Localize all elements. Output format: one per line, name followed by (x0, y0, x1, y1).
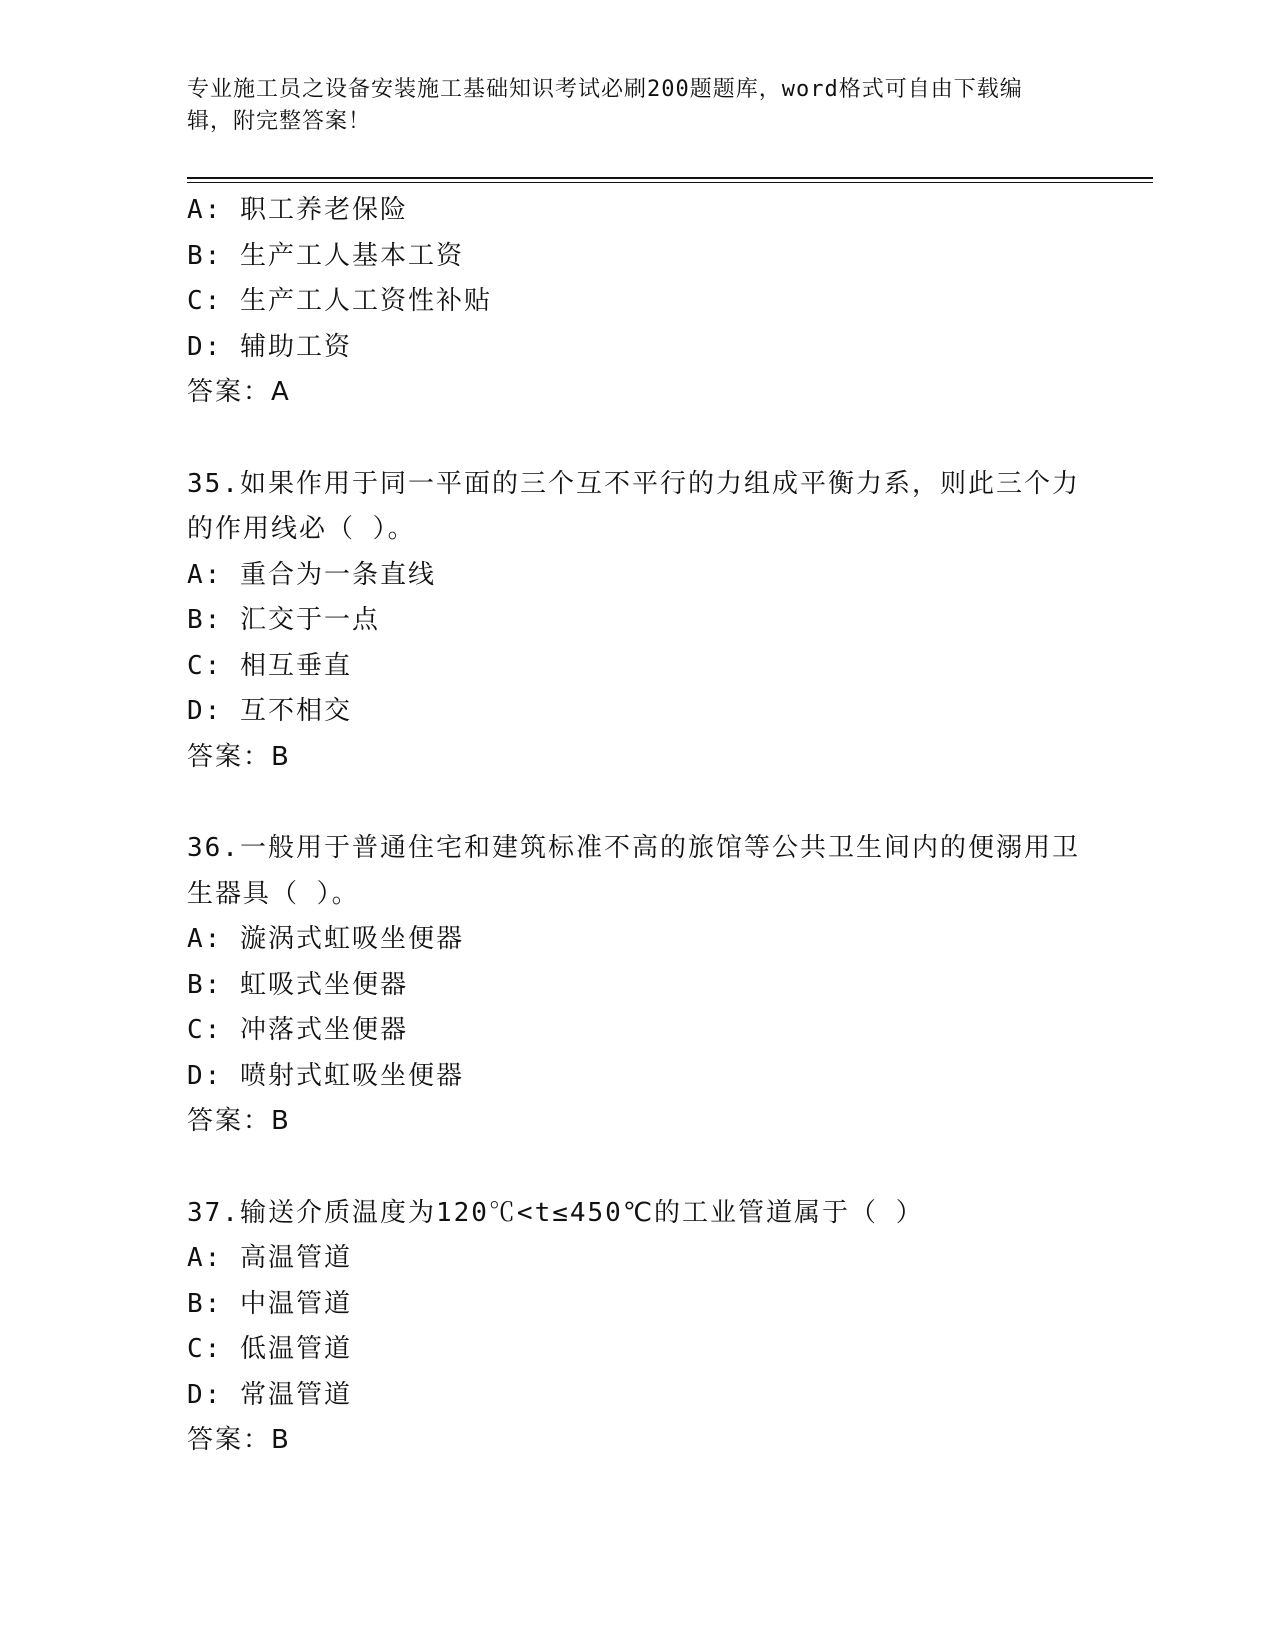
option-b: B: 虹吸式坐便器 (187, 969, 408, 1000)
option-b: B: 中温管道 (187, 1288, 352, 1319)
answer-line: 答案：B (187, 1106, 291, 1136)
question-text: 36.一般用于普通住宅和建筑标准不高的旅馆等公共卫生间内的便溺用卫生器具（ ）。 (187, 833, 1080, 909)
question-block (187, 188, 1087, 416)
question-block (187, 826, 1087, 1145)
option-d: D: 辅助工资 (187, 331, 352, 362)
option-d: D: 常温管道 (187, 1379, 352, 1410)
question-block (187, 462, 1087, 781)
answer-line: 答案：B (187, 1425, 291, 1455)
option-d: D: 喷射式虹吸坐便器 (187, 1060, 464, 1091)
option-a: A: 漩涡式虹吸坐便器 (187, 924, 464, 954)
option-a: A: 重合为一条直线 (187, 559, 436, 590)
answer-line: 答案：A (187, 377, 291, 407)
header-rule (187, 177, 1153, 179)
answer-line: 答案：B (187, 741, 291, 772)
option-a: A: 高温管道 (187, 1243, 352, 1273)
question-block (187, 1191, 1087, 1464)
question-text: 35.如果作用于同一平面的三个互不平行的力组成平衡力系，则此三个力的作用线必（ ）。 (187, 468, 1080, 544)
question-list (187, 188, 1087, 1464)
option-c: C: 低温管道 (187, 1334, 352, 1364)
option-d: D: 互不相交 (187, 696, 352, 726)
option-a: A: 职工养老保险 (187, 195, 408, 225)
option-c: C: 生产工人工资性补贴 (187, 286, 492, 316)
question-text: 37.输送介质温度为120℃<t≤450℃的工业管道属于（ ） (187, 1197, 924, 1228)
option-c: C: 冲落式坐便器 (187, 1015, 408, 1045)
document-header: 专业施工员之设备安装施工基础知识考试必刷200题题库，word格式可自由下载编辑，附完整答案！ (187, 77, 1023, 134)
option-b: B: 汇交于一点 (187, 605, 380, 635)
option-c: C: 相互垂直 (187, 650, 352, 681)
option-b: B: 生产工人基本工资 (187, 240, 464, 271)
header-rule-thin (187, 182, 1153, 183)
